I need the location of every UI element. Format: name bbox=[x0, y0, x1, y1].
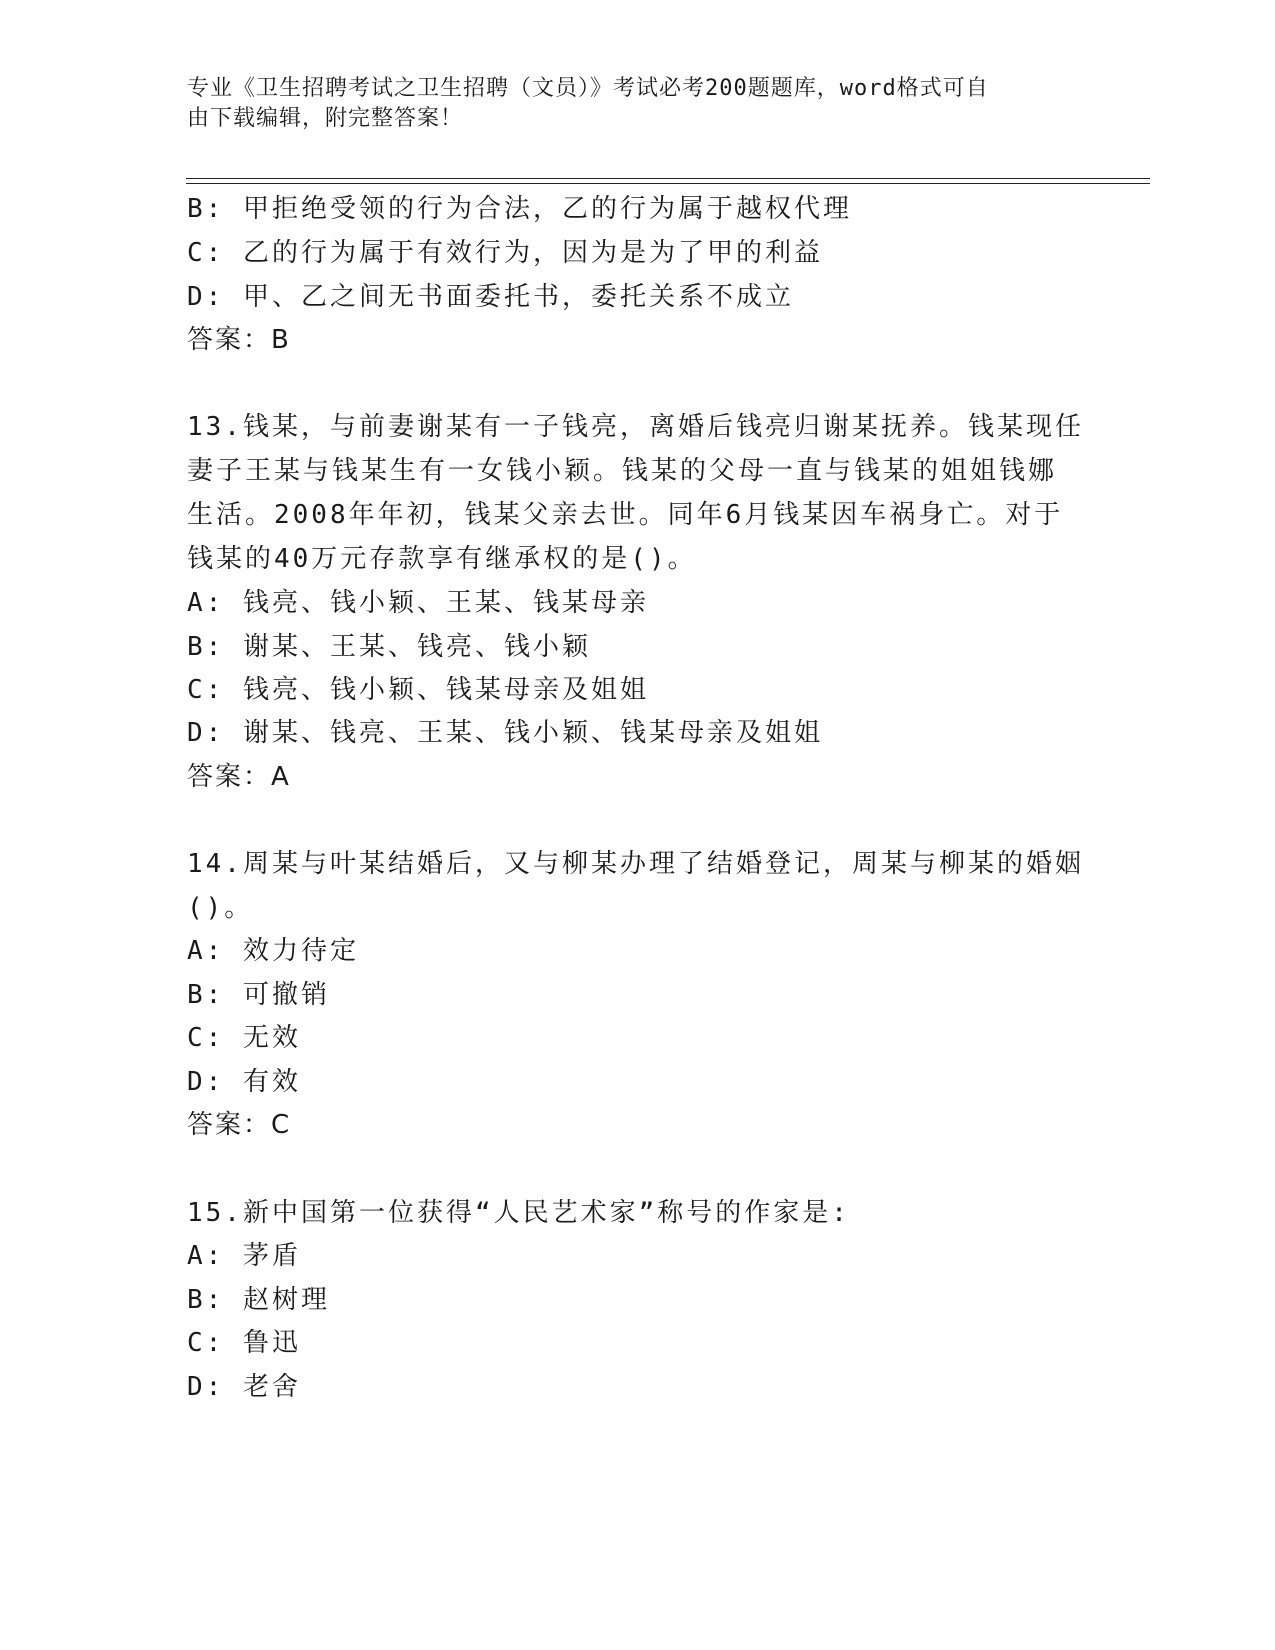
q14-option-c: C: 无效 bbox=[187, 1023, 301, 1053]
q12-option-b: B: 甲拒绝受领的行为合法，乙的行为属于越权代理 bbox=[187, 194, 852, 224]
q14-option-b: B: 可撤销 bbox=[187, 980, 330, 1010]
q13-stem-line-1: 13.钱某，与前妻谢某有一子钱亮，离婚后钱亮归谢某抚养。钱某现任 bbox=[187, 412, 1084, 442]
q12-option-c: C: 乙的行为属于有效行为，因为是为了甲的利益 bbox=[187, 238, 823, 268]
q13-option-a: A: 钱亮、钱小颖、王某、钱某母亲 bbox=[187, 588, 649, 618]
q14-stem-line-2: ()。 bbox=[187, 893, 254, 923]
q15-stem-line-1: 15.新中国第一位获得“人民艺术家”称号的作家是: bbox=[187, 1198, 850, 1228]
q14-option-d: D: 有效 bbox=[187, 1067, 301, 1097]
q15-option-d: D: 老舍 bbox=[187, 1372, 301, 1402]
q13-option-d: D: 谢某、钱亮、王某、钱小颖、钱某母亲及姐姐 bbox=[187, 718, 823, 748]
q15-option-b: B: 赵树理 bbox=[187, 1285, 330, 1315]
q13-stem-line-2: 妻子王某与钱某生有一女钱小颖。钱某的父母一直与钱某的姐姐钱娜 bbox=[187, 456, 1058, 486]
header-rule-bottom bbox=[186, 183, 1150, 184]
q15-option-c: C: 鲁迅 bbox=[187, 1328, 301, 1358]
document-header bbox=[187, 74, 1067, 134]
q13-stem-line-4: 钱某的40万元存款享有继承权的是()。 bbox=[187, 544, 697, 574]
q13-answer: 答案：A bbox=[187, 762, 291, 792]
header-rule-top bbox=[186, 178, 1150, 179]
q14-answer: 答案：C bbox=[187, 1110, 292, 1140]
q13-stem-line-3: 生活。2008年年初，钱某父亲去世。同年6月钱某因车祸身亡。对于 bbox=[187, 500, 1064, 530]
q12-answer: 答案：B bbox=[187, 325, 291, 355]
header-line-1: 专业《卫生招聘考试之卫生招聘（文员）》考试必考200题题库，word格式可自 bbox=[187, 76, 989, 101]
q13-option-b: B: 谢某、王某、钱亮、钱小颖 bbox=[187, 632, 591, 662]
q12-option-d: D: 甲、乙之间无书面委托书，委托关系不成立 bbox=[187, 282, 794, 312]
q14-option-a: A: 效力待定 bbox=[187, 936, 359, 966]
q15-option-a: A: 茅盾 bbox=[187, 1241, 301, 1271]
q13-option-c: C: 钱亮、钱小颖、钱某母亲及姐姐 bbox=[187, 675, 649, 705]
q14-stem-line-1: 14.周某与叶某结婚后，又与柳某办理了结婚登记，周某与柳某的婚姻 bbox=[187, 849, 1084, 879]
header-line-2: 由下载编辑，附完整答案！ bbox=[187, 106, 464, 131]
